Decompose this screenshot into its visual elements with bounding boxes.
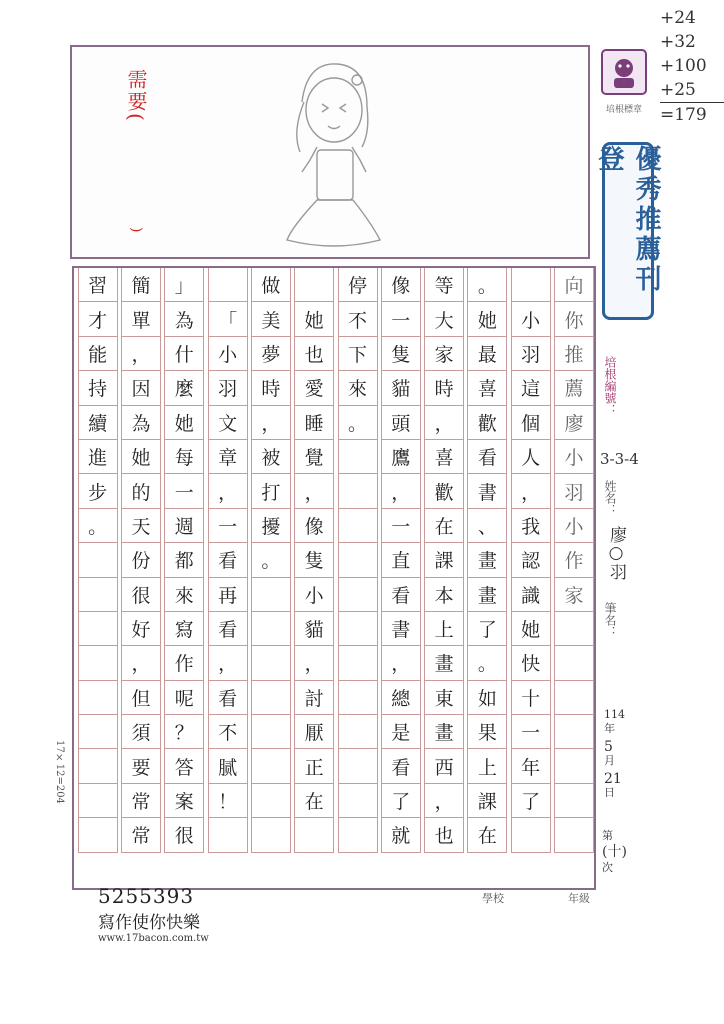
grid-cell: 」 <box>164 268 204 302</box>
grid-cell: 在 <box>424 509 464 543</box>
score-line: +25 <box>660 78 724 103</box>
grid-cell: 持 <box>78 371 118 405</box>
grid-cell: 了 <box>381 784 421 818</box>
grid-cell: 但 <box>121 681 161 715</box>
grid-cell: 上 <box>424 612 464 646</box>
grid-cell: 簡 <box>121 268 161 302</box>
grid-cell: 頭 <box>381 406 421 440</box>
grid-cell: 。 <box>467 268 507 302</box>
grid-cell: 在 <box>294 784 334 818</box>
grid-cell <box>251 612 291 646</box>
grid-cell: ， <box>121 337 161 371</box>
grid-cell: 是 <box>381 715 421 749</box>
grid-cell: 續 <box>78 406 118 440</box>
grid-cell: 她 <box>467 302 507 336</box>
grid-cell <box>338 543 378 577</box>
grid-cell: 她 <box>294 302 334 336</box>
grid-cell <box>78 818 118 852</box>
grid-cell: 喜 <box>467 371 507 405</box>
submission-count: 第 (十) 次 <box>602 829 627 874</box>
grid-cell: 常 <box>121 784 161 818</box>
grid-cell: ， <box>208 646 248 680</box>
grid-cell <box>78 612 118 646</box>
grid-cell: 來 <box>164 578 204 612</box>
grid-cell: 一 <box>208 509 248 543</box>
grid-cell: 文 <box>208 406 248 440</box>
grid-cell: 東 <box>424 681 464 715</box>
grid-cell <box>554 646 594 680</box>
grid-cell: 被 <box>251 440 291 474</box>
grid-cell <box>208 268 248 302</box>
grid-cell: 喜 <box>424 440 464 474</box>
grid-cell: 最 <box>467 337 507 371</box>
essay-column <box>424 268 464 888</box>
grid-cell: 覺 <box>294 440 334 474</box>
grid-cell <box>554 681 594 715</box>
grid-cell: 小 <box>208 337 248 371</box>
grid-cell: 個 <box>511 406 551 440</box>
grid-cell: 她 <box>164 406 204 440</box>
grid-cell: 為 <box>121 406 161 440</box>
grid-cell: 不 <box>338 302 378 336</box>
name-value: 廖○羽 <box>606 526 626 580</box>
grid-cell: 向 <box>554 268 594 302</box>
essay-column <box>381 268 421 888</box>
grid-cell: 貓 <box>294 612 334 646</box>
code-value: 3-3-4 <box>600 450 639 468</box>
grid-cell: 一 <box>164 474 204 508</box>
grid-cell: 。 <box>78 509 118 543</box>
grid-cell: 答 <box>164 749 204 783</box>
grid-cell <box>78 715 118 749</box>
info-sidebar <box>596 346 644 886</box>
grid-cell <box>78 543 118 577</box>
grid-cell <box>554 818 594 852</box>
grid-cell: 看 <box>381 578 421 612</box>
grid-cell: 做 <box>251 268 291 302</box>
grid-cell: 畫 <box>424 715 464 749</box>
grid-cell: 家 <box>424 337 464 371</box>
grid-cell: 總 <box>381 681 421 715</box>
grid-cell: 麼 <box>164 371 204 405</box>
grid-cell <box>251 646 291 680</box>
grid-cell: 呢 <box>164 681 204 715</box>
grid-cell: ， <box>121 646 161 680</box>
grid-cell: 。 <box>251 543 291 577</box>
grid-cell <box>294 268 334 302</box>
grade-label: 年級 <box>568 892 590 905</box>
footer <box>98 884 258 944</box>
grid-cell: 都 <box>164 543 204 577</box>
grid-cell: 小 <box>294 578 334 612</box>
writing-grid <box>72 266 596 890</box>
grid-cell: 識 <box>511 578 551 612</box>
grid-cell <box>338 681 378 715</box>
grid-cell <box>208 818 248 852</box>
grid-cell: 畫 <box>424 646 464 680</box>
grid-cell: 認 <box>511 543 551 577</box>
grid-cell: 畫 <box>467 578 507 612</box>
essay-column <box>467 268 507 888</box>
grid-cell: 再 <box>208 578 248 612</box>
grid-cell: ， <box>424 784 464 818</box>
grid-cell: 週 <box>164 509 204 543</box>
grid-cell: 進 <box>78 440 118 474</box>
grid-cell: 來 <box>338 371 378 405</box>
grid-cell: 大 <box>424 302 464 336</box>
grid-cell: ， <box>381 646 421 680</box>
grid-cell: 書 <box>381 612 421 646</box>
grid-cell: 本 <box>424 578 464 612</box>
grid-cell: 上 <box>467 749 507 783</box>
score-total: =179 <box>660 105 707 125</box>
grid-cell <box>554 749 594 783</box>
grid-cell: ， <box>381 474 421 508</box>
grid-cell: 等 <box>424 268 464 302</box>
grid-cell <box>511 818 551 852</box>
drawing-note: 需要( <box>124 69 148 123</box>
grid-cell: 書 <box>467 474 507 508</box>
grid-cell <box>78 578 118 612</box>
grid-cell: 案 <box>164 784 204 818</box>
grid-cell <box>511 268 551 302</box>
grid-cell: 看 <box>208 612 248 646</box>
footer-url: www.17bacon.com.tw <box>98 933 209 944</box>
footer-slogan: 寫作使你快樂 <box>98 913 200 933</box>
footer-number: 5255393 <box>98 884 195 908</box>
grid-cell: 也 <box>294 337 334 371</box>
grid-cell <box>554 784 594 818</box>
grid-cell <box>78 784 118 818</box>
grid-cell: 羽 <box>554 474 594 508</box>
grid-cell: 時 <box>251 371 291 405</box>
grid-cell <box>338 474 378 508</box>
grid-cell: 時 <box>424 371 464 405</box>
grid-cell: ！ <box>208 784 248 818</box>
grid-cell <box>338 749 378 783</box>
essay-column <box>121 268 161 888</box>
grid-cell: 廖 <box>554 406 594 440</box>
grid-cell: 好 <box>121 612 161 646</box>
grid-cell: 停 <box>338 268 378 302</box>
grid-cell: ， <box>251 406 291 440</box>
grid-cell: 很 <box>121 578 161 612</box>
essay-column <box>338 268 378 888</box>
grid-cell: 鷹 <box>381 440 421 474</box>
drawing-area <box>70 45 590 259</box>
grid-cell: 薦 <box>554 371 594 405</box>
grid-cell: ， <box>294 474 334 508</box>
grid-cell: 看 <box>381 749 421 783</box>
grid-cell <box>554 612 594 646</box>
grid-cell: 下 <box>338 337 378 371</box>
essay-column <box>294 268 334 888</box>
grid-cell: 、 <box>467 509 507 543</box>
grid-size-label: 17×12=204 <box>54 740 65 804</box>
drawing-note-tail: ) <box>128 227 144 235</box>
grid-cell: 快 <box>511 646 551 680</box>
grid-cell: 課 <box>467 784 507 818</box>
grid-cell: 習 <box>78 268 118 302</box>
name-label: 姓名： <box>603 480 617 516</box>
grid-cell: ， <box>294 646 334 680</box>
grid-cell: 正 <box>294 749 334 783</box>
grid-cell: 課 <box>424 543 464 577</box>
grid-cell <box>338 612 378 646</box>
grid-cell: 。 <box>338 406 378 440</box>
grid-cell: 歡 <box>424 474 464 508</box>
grid-cell: 一 <box>511 715 551 749</box>
grid-cell: 家 <box>554 578 594 612</box>
grid-cell <box>338 818 378 852</box>
grid-cell: 她 <box>511 612 551 646</box>
grid-cell: 天 <box>121 509 161 543</box>
grid-cell: 很 <box>164 818 204 852</box>
essay-column <box>164 268 204 888</box>
grid-cell: 隻 <box>294 543 334 577</box>
grid-cell: 腻 <box>208 749 248 783</box>
grid-cell: 步 <box>78 474 118 508</box>
title-column <box>554 268 594 888</box>
score-tally <box>660 6 724 127</box>
grid-cell: 不 <box>208 715 248 749</box>
grid-cell: 我 <box>511 509 551 543</box>
grid-cell: 西 <box>424 749 464 783</box>
recommend-stamp: 優秀推薦刊登 <box>602 142 654 320</box>
grid-cell: 看 <box>467 440 507 474</box>
grid-cell: 一 <box>381 509 421 543</box>
grid-cell: 你 <box>554 302 594 336</box>
grid-cell: 夢 <box>251 337 291 371</box>
grid-cell: 常 <box>121 818 161 852</box>
grid-cell <box>251 681 291 715</box>
girl-sketch <box>262 52 402 252</box>
grid-cell: ， <box>511 474 551 508</box>
grid-cell: 能 <box>78 337 118 371</box>
grid-cell: 小 <box>511 302 551 336</box>
essay-column <box>511 268 551 888</box>
grid-cell: ， <box>208 474 248 508</box>
grid-cell: 畫 <box>467 543 507 577</box>
grid-cell: 小 <box>554 509 594 543</box>
grid-cell: 小 <box>554 440 594 474</box>
score-line: +100 <box>660 56 707 76</box>
grid-cell: 什 <box>164 337 204 371</box>
grid-cell: 果 <box>467 715 507 749</box>
grid-cell <box>338 440 378 474</box>
grid-cell: 擾 <box>251 509 291 543</box>
grid-cell: 如 <box>467 681 507 715</box>
grid-cell: 「 <box>208 302 248 336</box>
grid-cell: 要 <box>121 749 161 783</box>
grid-cell: 像 <box>294 509 334 543</box>
grid-cell: 愛 <box>294 371 334 405</box>
grid-cell: 討 <box>294 681 334 715</box>
grid-cell: 作 <box>554 543 594 577</box>
grid-cell: 推 <box>554 337 594 371</box>
grid-cell: 隻 <box>381 337 421 371</box>
grid-cell: 作 <box>164 646 204 680</box>
grid-cell <box>338 715 378 749</box>
grid-cell: ， <box>424 406 464 440</box>
grid-cell <box>78 681 118 715</box>
grid-cell: 寫 <box>164 612 204 646</box>
grid-cell: 因 <box>121 371 161 405</box>
grid-cell: 厭 <box>294 715 334 749</box>
score-line: +32 <box>660 32 696 52</box>
grid-cell: 章 <box>208 440 248 474</box>
grid-cell: 了 <box>511 784 551 818</box>
grid-cell: 才 <box>78 302 118 336</box>
essay-column <box>208 268 248 888</box>
grid-cell: 了 <box>467 612 507 646</box>
logo-caption: 培根標章 <box>605 105 642 115</box>
grid-cell: 羽 <box>208 371 248 405</box>
penname-label: 筆名： <box>603 602 617 638</box>
grid-cell <box>251 715 291 749</box>
grid-cell <box>294 818 334 852</box>
grid-cell: 羽 <box>511 337 551 371</box>
grid-cell: 一 <box>381 302 421 336</box>
grid-cell <box>251 818 291 852</box>
grid-cell <box>251 784 291 818</box>
grid-cell <box>78 749 118 783</box>
grid-cell <box>78 646 118 680</box>
grid-cell <box>338 509 378 543</box>
grid-cell: 每 <box>164 440 204 474</box>
code-label: 培根編號： <box>603 356 617 416</box>
grid-cell: 歡 <box>467 406 507 440</box>
grid-cell: 在 <box>467 818 507 852</box>
grid-cell: 單 <box>121 302 161 336</box>
grid-cell <box>338 784 378 818</box>
grid-cell: 像 <box>381 268 421 302</box>
grid-cell: 睡 <box>294 406 334 440</box>
grid-cell: 這 <box>511 371 551 405</box>
grid-cell: 美 <box>251 302 291 336</box>
bacon-logo <box>600 48 648 115</box>
grid-cell: ？ <box>164 715 204 749</box>
grid-cell: 直 <box>381 543 421 577</box>
grid-cell: 貓 <box>381 371 421 405</box>
grid-cell: 就 <box>381 818 421 852</box>
grid-cell <box>251 749 291 783</box>
grid-cell: 的 <box>121 474 161 508</box>
grid-cell: 看 <box>208 681 248 715</box>
grid-cell: 也 <box>424 818 464 852</box>
school-label: 學校 <box>482 892 504 905</box>
grid-cell: 為 <box>164 302 204 336</box>
date-year: 114 年 5 月 21 日 <box>604 708 625 799</box>
grid-cell <box>338 646 378 680</box>
grid-cell: 打 <box>251 474 291 508</box>
grid-cell: 人 <box>511 440 551 474</box>
grid-cell: 須 <box>121 715 161 749</box>
grid-cell <box>338 578 378 612</box>
essay-column <box>78 268 118 888</box>
grid-cell <box>554 715 594 749</box>
grid-cell: 份 <box>121 543 161 577</box>
grid-cell: 。 <box>467 646 507 680</box>
grid-cell <box>251 578 291 612</box>
essay-column <box>251 268 291 888</box>
grid-cell: 看 <box>208 543 248 577</box>
grid-cell: 十 <box>511 681 551 715</box>
grid-cell: 年 <box>511 749 551 783</box>
score-line: +24 <box>660 8 696 28</box>
grid-cell: 她 <box>121 440 161 474</box>
